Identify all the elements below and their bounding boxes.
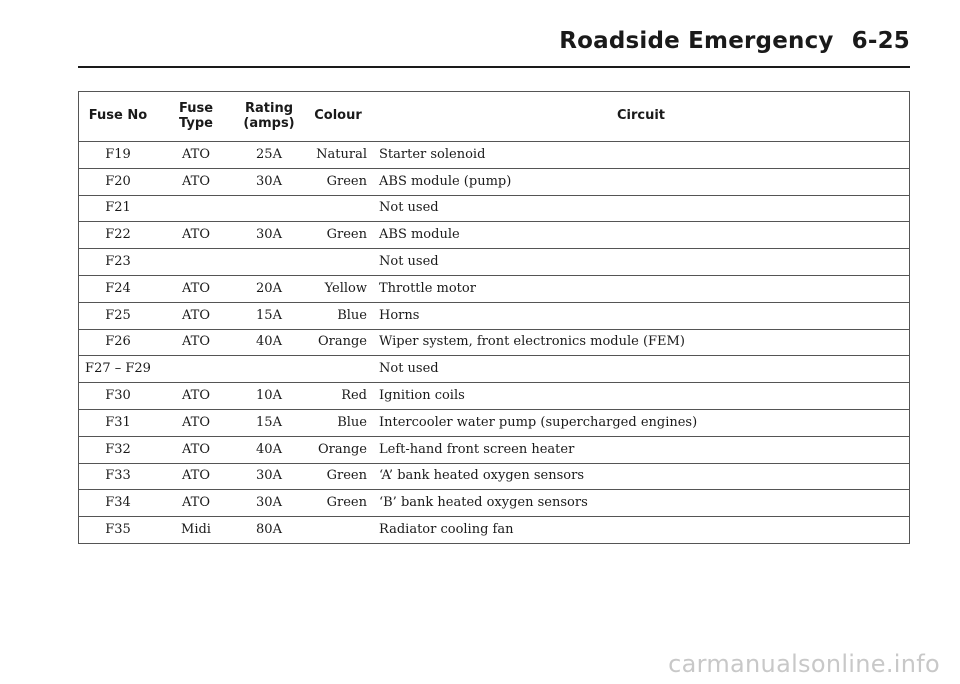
circuit-cell: Wiper system, front electronics module (FEM) <box>373 329 910 356</box>
table-row <box>79 302 910 329</box>
fuse-type-cell: ATO <box>157 142 235 169</box>
fuse-no-cell: F19 <box>79 142 158 169</box>
fuse-no-cell: F30 <box>79 383 158 410</box>
table-row <box>79 275 910 302</box>
table-row <box>79 168 910 195</box>
colour-cell: Blue <box>303 409 373 436</box>
table-header-row <box>79 92 910 142</box>
fuse-type-cell: ATO <box>157 302 235 329</box>
circuit-cell: Radiator cooling fan <box>373 517 910 544</box>
circuit-cell: Intercooler water pump (supercharged engines) <box>373 409 910 436</box>
circuit-cell: Throttle motor <box>373 275 910 302</box>
fuse-no-cell: F24 <box>79 275 158 302</box>
fuse-no-cell: F32 <box>79 436 158 463</box>
fuse-no-cell: F22 <box>79 222 158 249</box>
section-title: Roadside Emergency <box>559 28 834 54</box>
rating-cell: 10A <box>235 383 303 410</box>
rating-cell: 80A <box>235 517 303 544</box>
rating-cell <box>235 249 303 276</box>
rating-cell <box>235 356 303 383</box>
circuit-cell: Not used <box>373 195 910 222</box>
rating-cell: 30A <box>235 463 303 490</box>
table-row <box>79 142 910 169</box>
colour-cell: Blue <box>303 302 373 329</box>
rating-cell: 15A <box>235 302 303 329</box>
colour-cell: Green <box>303 463 373 490</box>
circuit-cell: Not used <box>373 356 910 383</box>
rating-cell <box>235 195 303 222</box>
col-header-rating: Rating (amps) <box>235 92 303 142</box>
circuit-cell: ABS module <box>373 222 910 249</box>
watermark: carmanualsonline.info <box>668 650 940 678</box>
fuse-type-cell: ATO <box>157 275 235 302</box>
table-row <box>79 222 910 249</box>
table-row <box>79 517 910 544</box>
colour-cell: Green <box>303 222 373 249</box>
colour-cell: Yellow <box>303 275 373 302</box>
rating-cell: 20A <box>235 275 303 302</box>
col-header-fuse-no: Fuse No <box>79 92 158 142</box>
fuse-type-cell: ATO <box>157 409 235 436</box>
fuse-type-cell: ATO <box>157 222 235 249</box>
fuse-no-cell: F25 <box>79 302 158 329</box>
fuse-no-cell: F27 – F29 <box>79 356 158 383</box>
fuse-table-body <box>79 142 910 544</box>
colour-cell: Green <box>303 490 373 517</box>
colour-cell <box>303 517 373 544</box>
fuse-type-cell: ATO <box>157 168 235 195</box>
fuse-no-cell: F26 <box>79 329 158 356</box>
fuse-type-cell <box>157 195 235 222</box>
circuit-cell: ABS module (pump) <box>373 168 910 195</box>
fuse-no-cell: F20 <box>79 168 158 195</box>
colour-cell: Green <box>303 168 373 195</box>
fuse-type-cell <box>157 249 235 276</box>
colour-cell <box>303 356 373 383</box>
colour-cell: Natural <box>303 142 373 169</box>
fuse-type-cell: Midi <box>157 517 235 544</box>
fuse-type-cell: ATO <box>157 329 235 356</box>
table-row <box>79 195 910 222</box>
rating-cell: 30A <box>235 222 303 249</box>
circuit-cell: Left-hand front screen heater <box>373 436 910 463</box>
circuit-cell: ‘B’ bank heated oxygen sensors <box>373 490 910 517</box>
fuse-no-cell: F35 <box>79 517 158 544</box>
fuse-type-cell: ATO <box>157 436 235 463</box>
fuse-type-cell: ATO <box>157 463 235 490</box>
col-header-fuse-type: Fuse Type <box>157 92 235 142</box>
table-row <box>79 356 910 383</box>
table-row <box>79 436 910 463</box>
colour-cell: Orange <box>303 436 373 463</box>
header-rule <box>78 66 910 68</box>
circuit-cell: Ignition coils <box>373 383 910 410</box>
fuse-type-cell: ATO <box>157 490 235 517</box>
colour-cell: Red <box>303 383 373 410</box>
col-header-colour: Colour <box>303 92 373 142</box>
colour-cell: Orange <box>303 329 373 356</box>
col-header-circuit: Circuit <box>373 92 910 142</box>
fuse-type-cell <box>157 356 235 383</box>
fuse-no-cell: F33 <box>79 463 158 490</box>
fuse-no-cell: F23 <box>79 249 158 276</box>
circuit-cell: Starter solenoid <box>373 142 910 169</box>
page-header <box>559 28 910 54</box>
rating-cell: 30A <box>235 168 303 195</box>
rating-cell: 40A <box>235 329 303 356</box>
circuit-cell: Horns <box>373 302 910 329</box>
fuse-no-cell: F34 <box>79 490 158 517</box>
table-row <box>79 249 910 276</box>
rating-cell: 30A <box>235 490 303 517</box>
table-row <box>79 409 910 436</box>
table-row <box>79 490 910 517</box>
table-row <box>79 329 910 356</box>
rating-cell: 40A <box>235 436 303 463</box>
page-number: 6-25 <box>851 28 910 54</box>
colour-cell <box>303 249 373 276</box>
circuit-cell: ‘A’ bank heated oxygen sensors <box>373 463 910 490</box>
fuse-no-cell: F21 <box>79 195 158 222</box>
table-row <box>79 383 910 410</box>
rating-cell: 15A <box>235 409 303 436</box>
rating-cell: 25A <box>235 142 303 169</box>
fuse-no-cell: F31 <box>79 409 158 436</box>
fuse-type-cell: ATO <box>157 383 235 410</box>
table-row <box>79 463 910 490</box>
fuse-table <box>78 91 910 544</box>
circuit-cell: Not used <box>373 249 910 276</box>
colour-cell <box>303 195 373 222</box>
